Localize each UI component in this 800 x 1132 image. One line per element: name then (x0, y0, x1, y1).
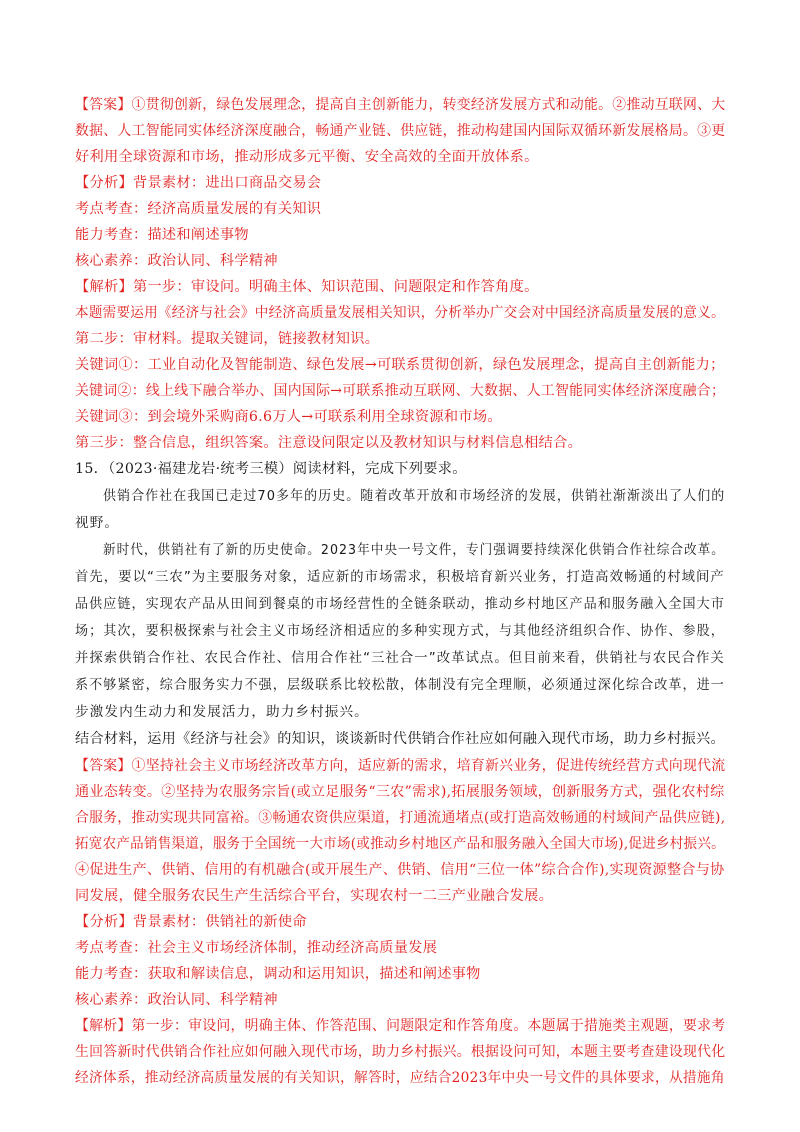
material-para2-line-4: 场；其次，要积极探索与社会主义市场经济相适应的多种实现方式，与其他经济组织合作、协作、参股， (75, 623, 725, 639)
material-para2-line-5: 并探索供销合作社、农民合作社、信用合作社“三社合一”改革试点。但目前来看，供销社与农民合作关 (75, 650, 725, 666)
answer2-line-2: 通业态转变。②坚持为农服务宗旨(或立足服务“三农”需求),拓展服务领域，创新服务方式，强化农村综 (75, 784, 725, 800)
jiexi2-line-2: 生回答新时代供销合作社应如何融入现代市场，助力乡村振兴。根据设问可知，本题主要考查建设现代化 (75, 1044, 726, 1060)
material-para2-line-6: 系不够紧密，综合服务实力不强，层级联系比较松散，体制没有完全理顺，必须通过深化综合改革，进一 (75, 677, 725, 693)
answer1-line-3: 好利用全球资源和市场，推动形成多元平衡、安全高效的全面开放体系。 (75, 149, 539, 165)
material-para1-line-2: 视野。 (75, 515, 120, 531)
analysis2-nengli: 能力考查：获取和解读信息，调动和运用知识，描述和阐述事物 (75, 966, 481, 982)
material-para2-line-1: 新时代，供销社有了新的历史使命。2023年中央一号文件，专门强调要持续深化供销合作社综合改革。 (103, 542, 725, 558)
question15-header: 15．（2023·福建龙岩·统考三模）阅读材料，完成下列要求。 (75, 461, 467, 477)
jiexi1-line-4: 关键词①：工业自动化及智能制造、绿色发展→可联系贯彻创新，绿色发展理念，提高自主创新能力； (75, 357, 725, 373)
answer2-line-4: 拓宽农产品销售渠道，服务于全国统一大市场(或推动乡村地区产品和服务融入全国大市场),促进乡村振兴。 (75, 836, 725, 852)
material-para1-line-1: 供销合作社在我国已走过70多年的历史。随着改革开放和市场经济的发展，供销社渐渐淡出了人们的 (103, 488, 726, 504)
analysis2-background: 【分析】背景素材：供销社的新使命 (75, 914, 307, 930)
jiexi2-line-3: 经济体系，推动经济高质量发展的有关知识，解答时，应结合2023年中央一号文件的具体要求，从措施角 (75, 1070, 725, 1086)
jiexi1-line-3: 第二步：审材料。提取关键词，链接教材知识。 (75, 331, 380, 347)
answer1-line-1: 【答案】①贯彻创新，绿色发展理念，提高自主创新能力，转变经济发展方式和动能。②推动互联网、大 (75, 97, 726, 113)
analysis2-suyang: 核心素养：政治认同、科学精神 (75, 992, 278, 1008)
analysis1-suyang: 核心素养：政治认同、科学精神 (75, 253, 278, 269)
jiexi1-line-7: 第三步：整合信息，组织答案。注意设问限定以及教材知识与材料信息相结合。 (75, 435, 583, 451)
jiexi1-line-2: 本题需要运用《经济与社会》中经济高质量发展相关知识，分析举办广交会对中国经济高质量发展的意义。 (75, 305, 725, 321)
material-para2-line-7: 步激发内生动力和发展活力，助力乡村振兴。 (75, 704, 369, 720)
jiexi1-line-5: 关键词②：线上线下融合举办、国内国际→可联系推动互联网、大数据、人工智能同实体经济深度融合； (75, 383, 726, 399)
analysis2-kaodian: 考点考查：社会主义市场经济体制，推动经济高质量发展 (75, 940, 438, 956)
jiexi2-line-1: 【解析】第一步：审设问，明确主体、作答范围、问题限定和作答角度。本题属于措施类主观题，要求考 (75, 1018, 726, 1034)
answer2-line-3: 合服务，推动实现共同富裕。③畅通农资供应渠道，打通流通堵点(或打造高效畅通的村域间产品供应链), (75, 810, 726, 826)
answer2-line-1: 【答案】①坚持社会主义市场经济改革方向，适应新的需求，培育新兴业务，促进传统经营方式向现代流 (75, 758, 726, 774)
answer1-line-2: 数据、人工智能同实体经济深度融合，畅通产业链、供应链，推动构建国内国际双循环新发展格局。③更 (75, 123, 726, 139)
analysis1-background: 【分析】背景素材：进出口商品交易会 (75, 175, 322, 191)
analysis1-kaodian: 考点考查：经济高质量发展的有关知识 (75, 201, 322, 217)
material-para2-line-3: 品供应链，实现农产品从田间到餐桌的市场经营性的全链条联动，推动乡村地区产品和服务融入全国大市 (75, 596, 725, 612)
question15-task: 结合材料，运用《经济与社会》的知识，谈谈新时代供销合作社应如何融入现代市场，助力乡村振兴。 (75, 731, 725, 747)
analysis1-nengli: 能力考查：描述和阐述事物 (75, 227, 249, 243)
material-para2-line-2: 首先，要以“三农”为主要服务对象，适应新的市场需求，积极培育新兴业务，打造高效畅通的村域间产 (75, 569, 725, 585)
answer2-line-5: ④促进生产、供销、信用的有机融合(或开展生产、供销、信用“三位一体”综合合作),实现资源整合与协 (75, 862, 725, 878)
answer2-line-6: 同发展，健全服务农民生产生活综合平台，实现农村一二三产业融合发展。 (75, 888, 554, 904)
jiexi1-line-1: 【解析】第一步：审设问。明确主体、知识范围、问题限定和作答角度。 (75, 279, 539, 295)
jiexi1-line-6: 关键词③：到会境外采购商6.6万人→可联系利用全球资源和市场。 (75, 409, 502, 425)
